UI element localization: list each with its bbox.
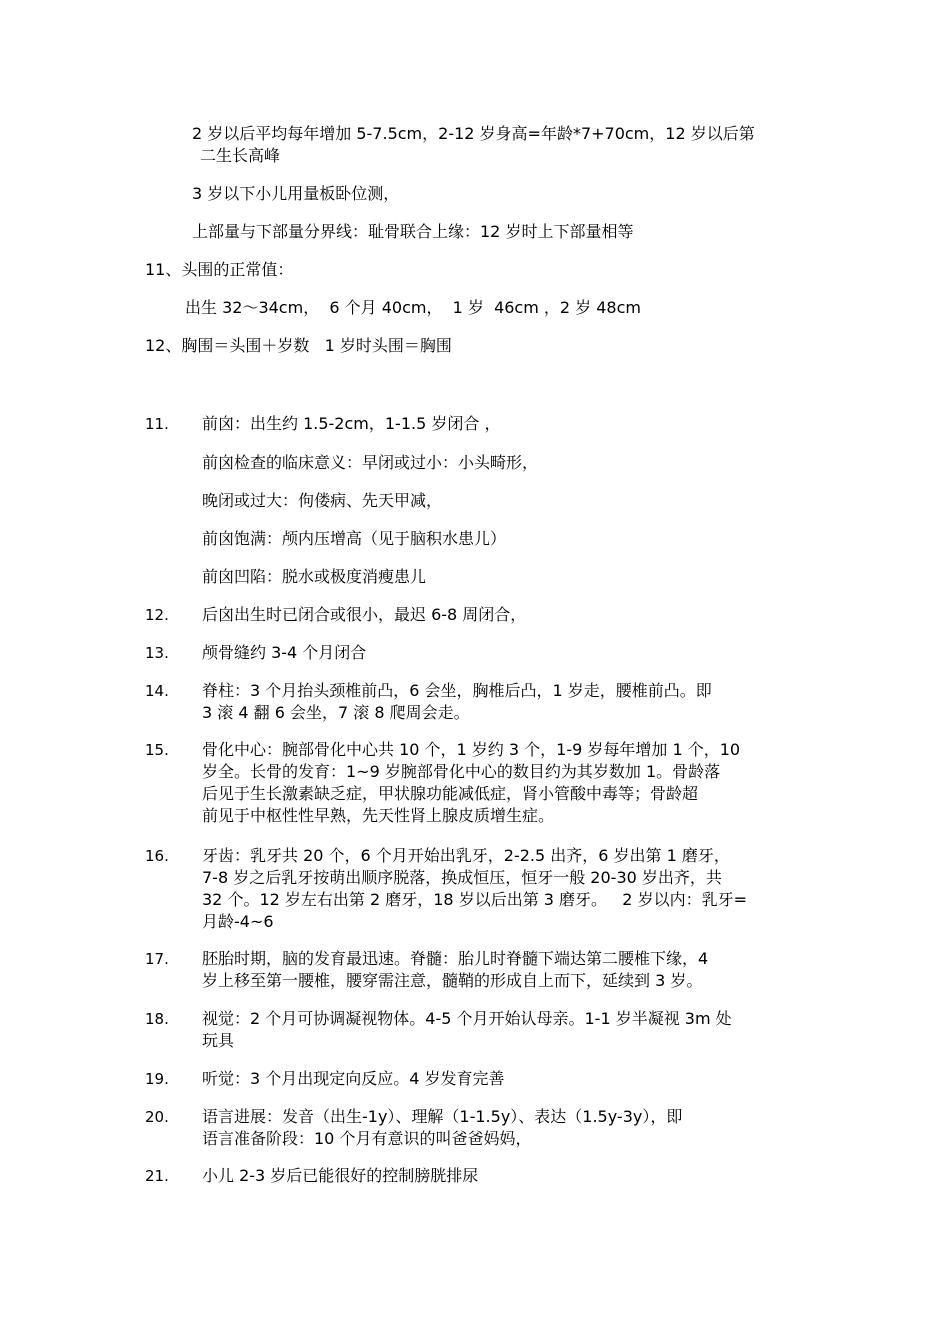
intro-line-1b: 二生长高峰 [200, 146, 281, 165]
list-item-line: 晚闭或过大：佝偻病、先天甲减， [202, 491, 443, 510]
list-item-line: 岁全。长骨的发育：1~9 岁腕部骨化中心的数目约为其岁数加 1。骨龄落 [202, 762, 721, 781]
list-item-text [202, 1106, 822, 1150]
list-item-text [202, 1008, 822, 1052]
list-item-text [202, 948, 822, 992]
list-item-line: 语言进展：发音（出生-1y）、理解（1-1.5y）、表达（1.5y-3y），即 [202, 1107, 683, 1126]
list-item-number: 21. [145, 1167, 169, 1185]
list-item-line: 牙齿：乳牙共 20 个，6 个月开始出乳牙，2-2.5 出齐，6 岁出第 1 磨牙， [202, 846, 730, 865]
list-item-line: 小儿 2-3 岁后已能很好的控制膀胱排尿 [202, 1166, 479, 1185]
list-item-number: 11. [145, 415, 169, 433]
list-item-text [202, 1165, 822, 1187]
list-item-line: 语言准备阶段：10 个月有意识的叫爸爸妈妈， [202, 1129, 532, 1148]
list-item-number: 13. [145, 644, 169, 662]
list-item-line: 前囟检查的临床意义：早闭或过小：小头畸形， [202, 453, 539, 472]
list-item-text [202, 566, 822, 588]
list-item-line: 后囟出生时已闭合或很小，最迟 6-8 周闭合， [202, 605, 527, 624]
list-item-line: 前囟饱满：颅内压增高（见于脑积水患儿） [202, 529, 507, 548]
intro-line-1a: 2 岁以后平均每年增加 5-7.5cm，2-12 岁身高=年龄*7+70cm，12 岁以后第 [192, 124, 755, 143]
list-item-text [202, 1068, 822, 1090]
list-item-number: 14. [145, 682, 169, 700]
list-item-line: 玩具 [202, 1031, 235, 1050]
head-circumference-values: 出生 32～34cm， 6 个月 40cm， 1 岁 46cm ，2 岁 48cm [185, 298, 641, 317]
list-item-line: 前囟凹陷：脱水或极度消瘦患儿 [202, 567, 427, 586]
list-item-line: 骨化中心：腕部骨化中心共 10 个，1 岁约 3 个，1-9 岁每年增加 1 个，10 [202, 740, 741, 759]
list-item-line: 7-8 岁之后乳牙按萌出顺序脱落，换成恒压，恒牙一般 20-30 岁出齐，共 [202, 868, 722, 887]
list-item-line: 颅骨缝约 3-4 个月闭合 [202, 643, 367, 662]
list-item-line: 32 个。12 岁左右出第 2 磨牙，18 岁以后出第 3 磨牙。 2 岁以内：乳牙= [202, 890, 747, 909]
list-item-line: 胚胎时期，脑的发育最迅速。脊髓：胎儿时脊髓下端达第二腰椎下缘，4 [202, 949, 709, 968]
intro-line-3: 上部量与下部量分界线：耻骨联合上缘：12 岁时上下部量相等 [192, 222, 634, 241]
list-item-line: 脊柱：3 个月抬头颈椎前凸，6 会坐，胸椎后凸，1 岁走，腰椎前凸。即 [202, 681, 712, 700]
list-item-line: 月龄-4~6 [202, 912, 274, 931]
list-item-text [202, 452, 822, 474]
list-item-number: 16. [145, 847, 169, 865]
list-item-line: 岁上移至第一腰椎，腰穿需注意，髓鞘的形成自上而下，延续到 3 岁。 [202, 971, 703, 990]
list-item-line: 3 滚 4 翻 6 会坐，7 滚 8 爬周会走。 [202, 703, 470, 722]
list-item-line: 前见于中枢性性早熟，先天性肾上腺皮质增生症。 [202, 806, 555, 825]
intro-line-2: 3 岁以下小儿用量板卧位测， [192, 184, 400, 203]
list-item-text [202, 642, 822, 664]
list-item-number: 15. [145, 741, 169, 759]
list-item-text [202, 413, 822, 435]
list-item-number: 20. [145, 1108, 169, 1126]
list-item-text [202, 680, 822, 724]
list-item-number: 18. [145, 1010, 169, 1028]
list-item-text [202, 528, 822, 550]
list-item-number: 12. [145, 606, 169, 624]
list-item-line: 前囟：出生约 1.5-2cm，1-1.5 岁闭合 ， [202, 414, 501, 433]
list-item-line: 视觉：2 个月可协调凝视物体。4-5 个月开始认母亲。1-1 岁半凝视 3m 处 [202, 1009, 732, 1028]
chest-circumference-title: 12、胸围＝头围＋岁数 1 岁时头围＝胸围 [145, 336, 452, 355]
list-item-text [202, 845, 822, 933]
list-item-number: 17. [145, 950, 169, 968]
list-item-line: 后见于生长激素缺乏症，甲状腺功能减低症，肾小管酸中毒等；骨龄超 [202, 784, 699, 803]
head-circumference-title: 11、头围的正常值： [145, 260, 294, 279]
list-item-text [202, 604, 822, 626]
list-item-text [202, 739, 822, 827]
list-item-number: 19. [145, 1070, 169, 1088]
list-item-line: 听觉：3 个月出现定向反应。4 岁发育完善 [202, 1069, 505, 1088]
list-item-text [202, 490, 822, 512]
